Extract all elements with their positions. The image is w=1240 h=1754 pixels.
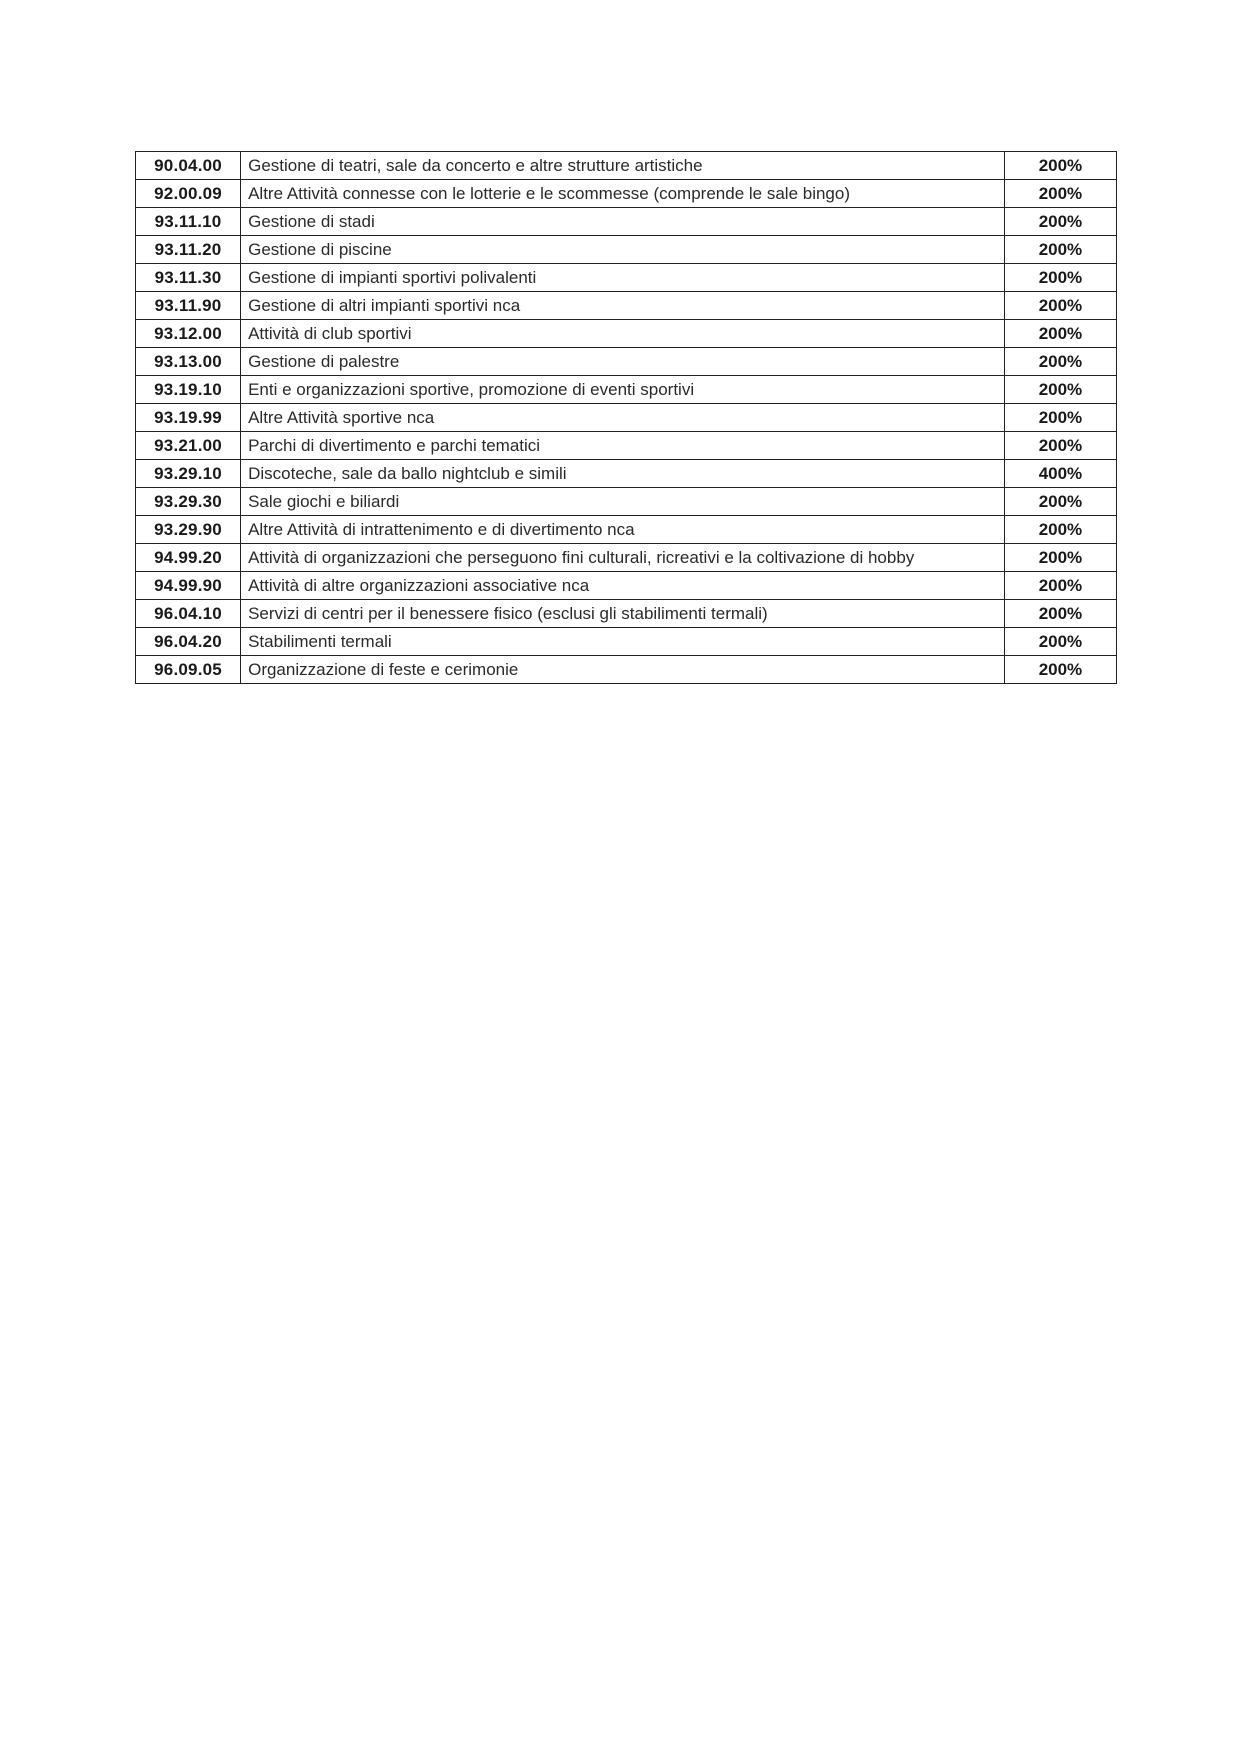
- activity-code: 92.00.09: [136, 180, 241, 208]
- activity-description: Gestione di altri impianti sportivi nca: [241, 292, 1005, 320]
- activity-rate: 200%: [1004, 264, 1116, 292]
- activity-description: Attività di altre organizzazioni associative nca: [241, 572, 1005, 600]
- activity-rate: 200%: [1004, 572, 1116, 600]
- activity-rate: 200%: [1004, 628, 1116, 656]
- activity-code: 93.19.99: [136, 404, 241, 432]
- activity-rate: 400%: [1004, 460, 1116, 488]
- activity-description: Stabilimenti termali: [241, 628, 1005, 656]
- activity-code: 93.29.30: [136, 488, 241, 516]
- activity-rate: 200%: [1004, 432, 1116, 460]
- activity-description: Gestione di palestre: [241, 348, 1005, 376]
- activity-description: Gestione di impianti sportivi polivalenti: [241, 264, 1005, 292]
- activity-description: Attività di organizzazioni che perseguono fini culturali, ricreativi e la coltivazione di hobby: [241, 544, 1005, 572]
- activity-code: 93.11.30: [136, 264, 241, 292]
- activity-description: Attività di club sportivi: [241, 320, 1005, 348]
- activity-rate: 200%: [1004, 208, 1116, 236]
- activity-description: Parchi di divertimento e parchi tematici: [241, 432, 1005, 460]
- activity-rate: 200%: [1004, 320, 1116, 348]
- activity-rate: 200%: [1004, 236, 1116, 264]
- activity-rate: 200%: [1004, 516, 1116, 544]
- activity-code: 93.29.10: [136, 460, 241, 488]
- activity-description: Sale giochi e biliardi: [241, 488, 1005, 516]
- table-row: [136, 600, 1117, 628]
- activity-code: 96.04.10: [136, 600, 241, 628]
- activity-rate: 200%: [1004, 488, 1116, 516]
- activity-description: Gestione di teatri, sale da concerto e altre strutture artistiche: [241, 152, 1005, 180]
- table-body: [136, 152, 1117, 684]
- activity-description: Servizi di centri per il benessere fisico (esclusi gli stabilimenti termali): [241, 600, 1005, 628]
- activity-code: 93.11.20: [136, 236, 241, 264]
- table-row: [136, 572, 1117, 600]
- activity-code: 93.11.10: [136, 208, 241, 236]
- table-row: [136, 488, 1117, 516]
- activity-description: Organizzazione di feste e cerimonie: [241, 656, 1005, 684]
- activity-code: 94.99.90: [136, 572, 241, 600]
- table-row: [136, 236, 1117, 264]
- table-row: [136, 320, 1117, 348]
- activity-code: 93.11.90: [136, 292, 241, 320]
- table-row: [136, 656, 1117, 684]
- table-row: [136, 376, 1117, 404]
- activity-rate: 200%: [1004, 600, 1116, 628]
- activity-rate: 200%: [1004, 376, 1116, 404]
- table-row: [136, 152, 1117, 180]
- activity-code: 93.21.00: [136, 432, 241, 460]
- table-row: [136, 460, 1117, 488]
- activity-rate: 200%: [1004, 656, 1116, 684]
- activity-code: 90.04.00: [136, 152, 241, 180]
- activity-rate: 200%: [1004, 152, 1116, 180]
- activity-description: Altre Attività connesse con le lotterie e le scommesse (comprende le sale bingo): [241, 180, 1005, 208]
- table-row: [136, 180, 1117, 208]
- activity-rate: 200%: [1004, 544, 1116, 572]
- activity-code: 96.04.20: [136, 628, 241, 656]
- activity-code: 93.29.90: [136, 516, 241, 544]
- activity-description: Gestione di piscine: [241, 236, 1005, 264]
- table-row: [136, 264, 1117, 292]
- activity-description: Discoteche, sale da ballo nightclub e simili: [241, 460, 1005, 488]
- activity-code: 93.13.00: [136, 348, 241, 376]
- activity-code: 93.19.10: [136, 376, 241, 404]
- table-row: [136, 628, 1117, 656]
- activity-rate: 200%: [1004, 180, 1116, 208]
- activity-rate: 200%: [1004, 348, 1116, 376]
- activity-rate: 200%: [1004, 404, 1116, 432]
- activity-description: Gestione di stadi: [241, 208, 1005, 236]
- activity-code: 94.99.20: [136, 544, 241, 572]
- activity-description: Enti e organizzazioni sportive, promozione di eventi sportivi: [241, 376, 1005, 404]
- table-row: [136, 292, 1117, 320]
- activity-rate: 200%: [1004, 292, 1116, 320]
- table-row: [136, 404, 1117, 432]
- table-row: [136, 516, 1117, 544]
- table-row: [136, 208, 1117, 236]
- table-row: [136, 348, 1117, 376]
- activity-description: Altre Attività sportive nca: [241, 404, 1005, 432]
- table-row: [136, 544, 1117, 572]
- activity-code: 96.09.05: [136, 656, 241, 684]
- activity-code: 93.12.00: [136, 320, 241, 348]
- ateco-rates-table: [135, 151, 1117, 684]
- table-row: [136, 432, 1117, 460]
- activity-description: Altre Attività di intrattenimento e di divertimento nca: [241, 516, 1005, 544]
